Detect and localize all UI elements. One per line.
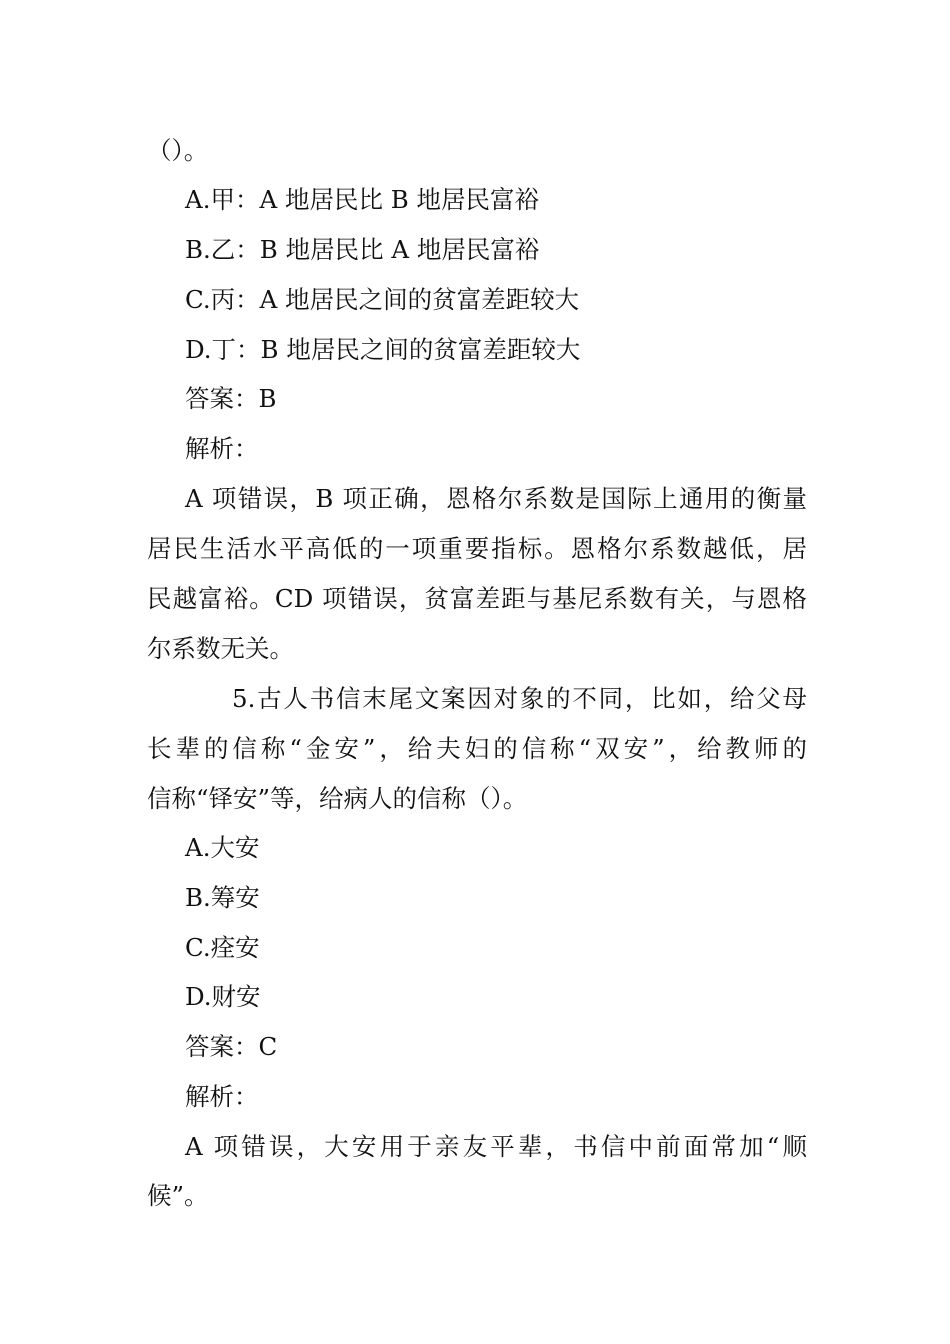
q4-option-b: B.乙：B 地居民比 A 地居民富裕 bbox=[185, 235, 540, 264]
q4-option-c: C.丙：A 地居民之间的贫富差距较大 bbox=[185, 285, 580, 314]
q5-analysis-line: 候”。 bbox=[147, 1181, 209, 1210]
q4-answer: 答案：B bbox=[185, 384, 277, 413]
q5-option-a: A.大安 bbox=[185, 833, 260, 862]
q5-option-b: B.筹安 bbox=[185, 883, 260, 912]
q4-stem-tail: （）。 bbox=[147, 136, 209, 165]
q5-option-c: C.痊安 bbox=[185, 933, 260, 962]
q5-analysis-label: 解析： bbox=[185, 1082, 259, 1111]
q5-answer: 答案：C bbox=[185, 1032, 278, 1061]
q4-analysis-label: 解析： bbox=[185, 434, 259, 463]
q5-analysis-line: A 项错误，大安用于亲友平辈，书信中前面常加“顺 bbox=[185, 1132, 807, 1161]
q4-option-d: D.丁：B 地居民之间的贫富差距较大 bbox=[185, 335, 581, 364]
q5-stem-line: 长辈的信称“金安”，给夫妇的信称“双安”，给教师的 bbox=[147, 734, 807, 763]
q5-stem-line: 信称“铎安”等，给病人的信称（）。 bbox=[147, 784, 528, 813]
q4-analysis-line: 居民生活水平高低的一项重要指标。恩格尔系数越低，居 bbox=[147, 534, 807, 563]
q4-analysis-line: A 项错误，B 项正确，恩格尔系数是国际上通用的衡量 bbox=[185, 484, 807, 513]
q5-option-d: D.财安 bbox=[185, 982, 261, 1011]
q4-analysis-line: 民越富裕。CD 项错误，贫富差距与基尼系数有关，与恩格 bbox=[147, 584, 807, 613]
q4-analysis-line: 尔系数无关。 bbox=[147, 634, 294, 663]
q4-option-a: A.甲：A 地居民比 B 地居民富裕 bbox=[185, 185, 540, 214]
q5-stem-line: 5.古人书信末尾文案因对象的不同，比如，给父母 bbox=[232, 684, 807, 713]
